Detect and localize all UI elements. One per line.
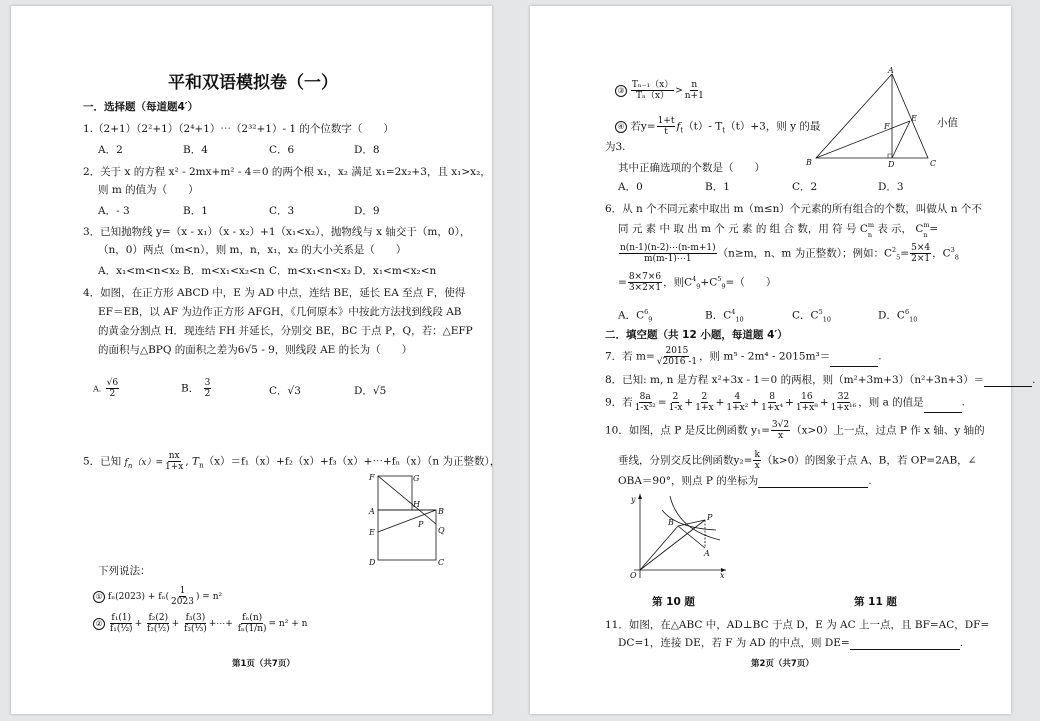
- fig-label-a: A: [369, 507, 375, 516]
- tri-label-b: B: [806, 158, 812, 167]
- q10-line-1: 10．如图，点 P 是反比例函数 y₁= $\frac{3√2}{x}$ （x>0）上一点，过点 P 作 x 轴、y 轴的: [605, 420, 985, 441]
- q4-option-c: C．√3: [269, 385, 301, 397]
- q5-square-figure: [366, 472, 446, 568]
- q11-answer-blank[interactable]: [850, 638, 960, 650]
- q3-option-b: B．m<x₁<x₂<n: [183, 265, 265, 277]
- q4-line-2: EF＝EB，以 AF 为边作正方形 AFGH，《几何原本》中按此方法找到线段 AB: [98, 306, 462, 318]
- q6-line-3: $\frac{n(n-1)(n-2)\cdots(n-m+1)}{m(m-1)\cdots 1}$ （n≥m，n、m 为正整数）；例如：$C^2_5=$ $\frac{5\times 4}{2\times 1}$ ，$C^3_8$: [620, 243, 959, 264]
- section-choice-heading: 一．选择题（每道题4′）: [83, 101, 199, 113]
- q4-line-1: 4．如图，在正方形 ABCD 中，E 为 AD 中点，连结 BE，延长 EA 至点 F，使得: [83, 287, 466, 299]
- q7: 7．若 m= $\frac{2015}{√2016 -1}$ ，则 m⁵ - 2m⁴ - 2015m³＝ .: [605, 346, 882, 367]
- q2-stem: 2．关于 x 的方程 x² - 2mx+m² - 4＝0 的两个根 x₁，x₂ 满足 x₁=2x₂+3，且 x₁>x₂，: [83, 166, 491, 178]
- fig-label-b: B: [438, 507, 444, 516]
- q10-line-2: 垂线，分别交反比例函数y₂= $\frac{k}{x}$ （k>0）的图象于点 A、B，若 OP=2AB，∠: [618, 450, 977, 471]
- graph-label-p: P: [707, 513, 713, 522]
- q6-option-b: B．$C^4_{10}$: [705, 308, 744, 324]
- q4-option-b: B． $\frac{3}{2}$: [181, 378, 211, 399]
- q6-line-1: 6．从 n 个不同元素中取出 m（m≤n）个元素的所有组合的个数，叫做从 n 个不: [605, 203, 982, 215]
- graph-label-a: A: [704, 549, 710, 558]
- q2-option-a: A．- 3: [98, 205, 130, 217]
- exam-title: 平和双语模拟卷（一）: [168, 73, 338, 93]
- q3-stem: 3．已知抛物线 y=（x - x₁）（x - x₂）+1（x₁<x₂），抛物线与 x 轴交于（m，0），: [83, 226, 471, 238]
- p2-option-d: D．3: [878, 181, 904, 193]
- q2-option-b: B．1: [183, 205, 208, 217]
- q2-option-d: D．9: [354, 205, 380, 217]
- q1-option-b: B．4: [183, 144, 208, 156]
- statement-4: ④ 若y= $\frac{1+t}{t}$ $f_t(t)-$ $T_t(t)+3$，则 y 的最: [615, 116, 820, 138]
- page-2-footer: 第2页（共7页）: [751, 659, 814, 669]
- exam-page-2: [530, 6, 1036, 714]
- q3-option-a: A．x₁<m<n<x₂: [98, 265, 180, 277]
- q6-line-2: 同 元 素 中 取 出 m 个 元 素 的 组 合 数，用 符 号 C m n 表 示， C m n =: [618, 221, 939, 239]
- figure-10-caption: 第 10 题: [652, 596, 695, 608]
- q2-option-c: C．3: [269, 205, 295, 217]
- exam-page-1: [11, 6, 501, 714]
- q1-option-c: C．6: [269, 144, 295, 156]
- q1-option-d: D．8: [354, 144, 380, 156]
- q9-answer-blank[interactable]: [924, 401, 962, 413]
- tri-label-a: A: [888, 66, 894, 75]
- section-fill-heading: 二．填空题（共 12 小题，每道题 4′）: [605, 329, 788, 341]
- graph-label-b: B: [668, 518, 674, 527]
- q7-answer-blank[interactable]: [830, 355, 878, 367]
- q4-line-3: 的黄金分割点 H．现连结 FH 并延长，分别交 BE，BC 于点 P，Q，若：△EFP: [98, 325, 473, 337]
- tri-label-d: D: [888, 160, 895, 169]
- graph-label-o: O: [630, 571, 637, 580]
- q6-option-d: D．$C^6_{10}$: [878, 308, 918, 324]
- fig-label-d: D: [369, 558, 376, 567]
- correct-count-question: 其中正确选项的个数是（ ）: [618, 162, 765, 174]
- q5-statements-intro: 下列说法：: [98, 565, 151, 577]
- p2-option-a: A．0: [618, 181, 643, 193]
- q10-line-3: OBA＝90°，则点 P 的坐标为 .: [618, 475, 872, 487]
- fig-label-g: G: [413, 474, 420, 483]
- q2-stem-2: 则 m 的值为（ ）: [98, 184, 199, 196]
- triangle-figure: [800, 66, 940, 170]
- statement-4-tail: 小值: [937, 117, 958, 129]
- graph-label-y: y: [631, 495, 636, 504]
- q5-statement-1: ① fₙ(2023) + fₙ( $\frac{1}{2023}$ ) = n²: [93, 586, 222, 607]
- fig-label-e: E: [369, 528, 375, 537]
- q3-option-d: D．x₁<m<x₂<n: [354, 265, 437, 277]
- fig-label-h: H: [413, 500, 420, 509]
- q1-option-a: A．2: [98, 144, 123, 156]
- q9: 9．若 $\frac{8a}{\text{1-x³²}}$ = $\frac{2}{1-x}$ + $\frac{2}{1+x}$ + $\frac{4}{\text{1+x²}}$ + $\frac{8}{\text{1+x⁴}}$ + $\frac{16}{\text{1+x⁸}}$ + $\frac{32}{\text{1+x¹⁶}}$ ，则 a 的值是 .: [605, 392, 966, 413]
- q11-line-1: 11．如图，在△ABC 中，AD⊥BC 于点 D，E 为 AC 上一点，且 BF=AC，DF=: [605, 619, 990, 631]
- statement-4-line-2: 为3.: [605, 141, 626, 153]
- q6-option-c: C．$C^5_{10}$: [792, 308, 832, 324]
- q6-option-a: A．$C^6_9$: [618, 308, 653, 324]
- q10-graph-figure: [620, 490, 730, 582]
- q10-answer-blank[interactable]: [758, 476, 868, 488]
- q5-statement-2: ② $\frac{\text{f₁(1)}}{\text{f₁(½)}}$ + $\frac{\text{f₂(2)}}{\text{f₂(½)}}$ + $\frac{\text{f₃(3)}}{\text{f₃(⅓)}}$ +⋯+ $\frac{\text{fₙ(n)}}{\text{fₙ(1/n)}}$ = n² + n: [93, 613, 307, 634]
- q1-stem: 1.（2+1）（2²+1）（2⁴+1）⋯（2³²+1）- 1 的个位数字（ ）: [83, 123, 394, 135]
- fig-label-q: Q: [438, 526, 445, 535]
- statement-3: ③ $\frac{\text{Tₙ₋₁（x）}}{\text{Tₙ（x）}}$ > $\frac{n}{n+1}$: [615, 80, 706, 101]
- tri-label-f: F: [884, 122, 890, 131]
- tri-label-e: E: [911, 114, 917, 123]
- q8: 8．已知: m, n 是方程 x²+3x - 1＝0 的两根，则（m²+3m+3）（n²+3n+3）＝ .: [605, 374, 1036, 386]
- fig-label-c: C: [438, 558, 445, 567]
- p2-option-c: C．2: [792, 181, 818, 193]
- page-1-footer: 第1页（共7页）: [232, 659, 295, 669]
- q4-option-d: D．√5: [354, 385, 387, 397]
- graph-label-x: x: [720, 571, 725, 580]
- p2-option-b: B．1: [705, 181, 730, 193]
- tri-label-c: C: [930, 159, 937, 168]
- q6-line-4: = $\frac{8\times 7\times 6}{3\times 2\times 1}$ ，则$C^4_9+C^5_9=$（ ）: [618, 272, 777, 293]
- q4-option-a: A. $\frac{√6}{2}$: [93, 378, 119, 399]
- fig-label-p: P: [418, 520, 424, 529]
- fig-label-f: F: [369, 473, 375, 482]
- figure-11-caption: 第 11 题: [854, 596, 897, 608]
- q8-answer-blank[interactable]: [984, 375, 1032, 387]
- q3-option-c: C．m<x₁<n<x₂: [269, 265, 351, 277]
- q5-stem: 5．已知 $f_n(x)=$ $\frac{nx}{1+x}$ , $T_n(x)=f_1(x)+f_2(x)+f_3(x)+\cdots+f_n(x)(n$ 为正整数），: [83, 451, 501, 472]
- q4-line-4: 的面积与△BPQ 的面积之差为6√5 - 9，则线段 AE 的长为（ ）: [98, 344, 413, 356]
- q11-line-2: DC=1，连接 DE，若 F 为 AD 的中点，则 DE= .: [618, 637, 964, 649]
- q3-stem-2: （n，0）两点（m<n），则 m，n，x₁，x₂ 的大小关系是（ ）: [98, 244, 407, 256]
